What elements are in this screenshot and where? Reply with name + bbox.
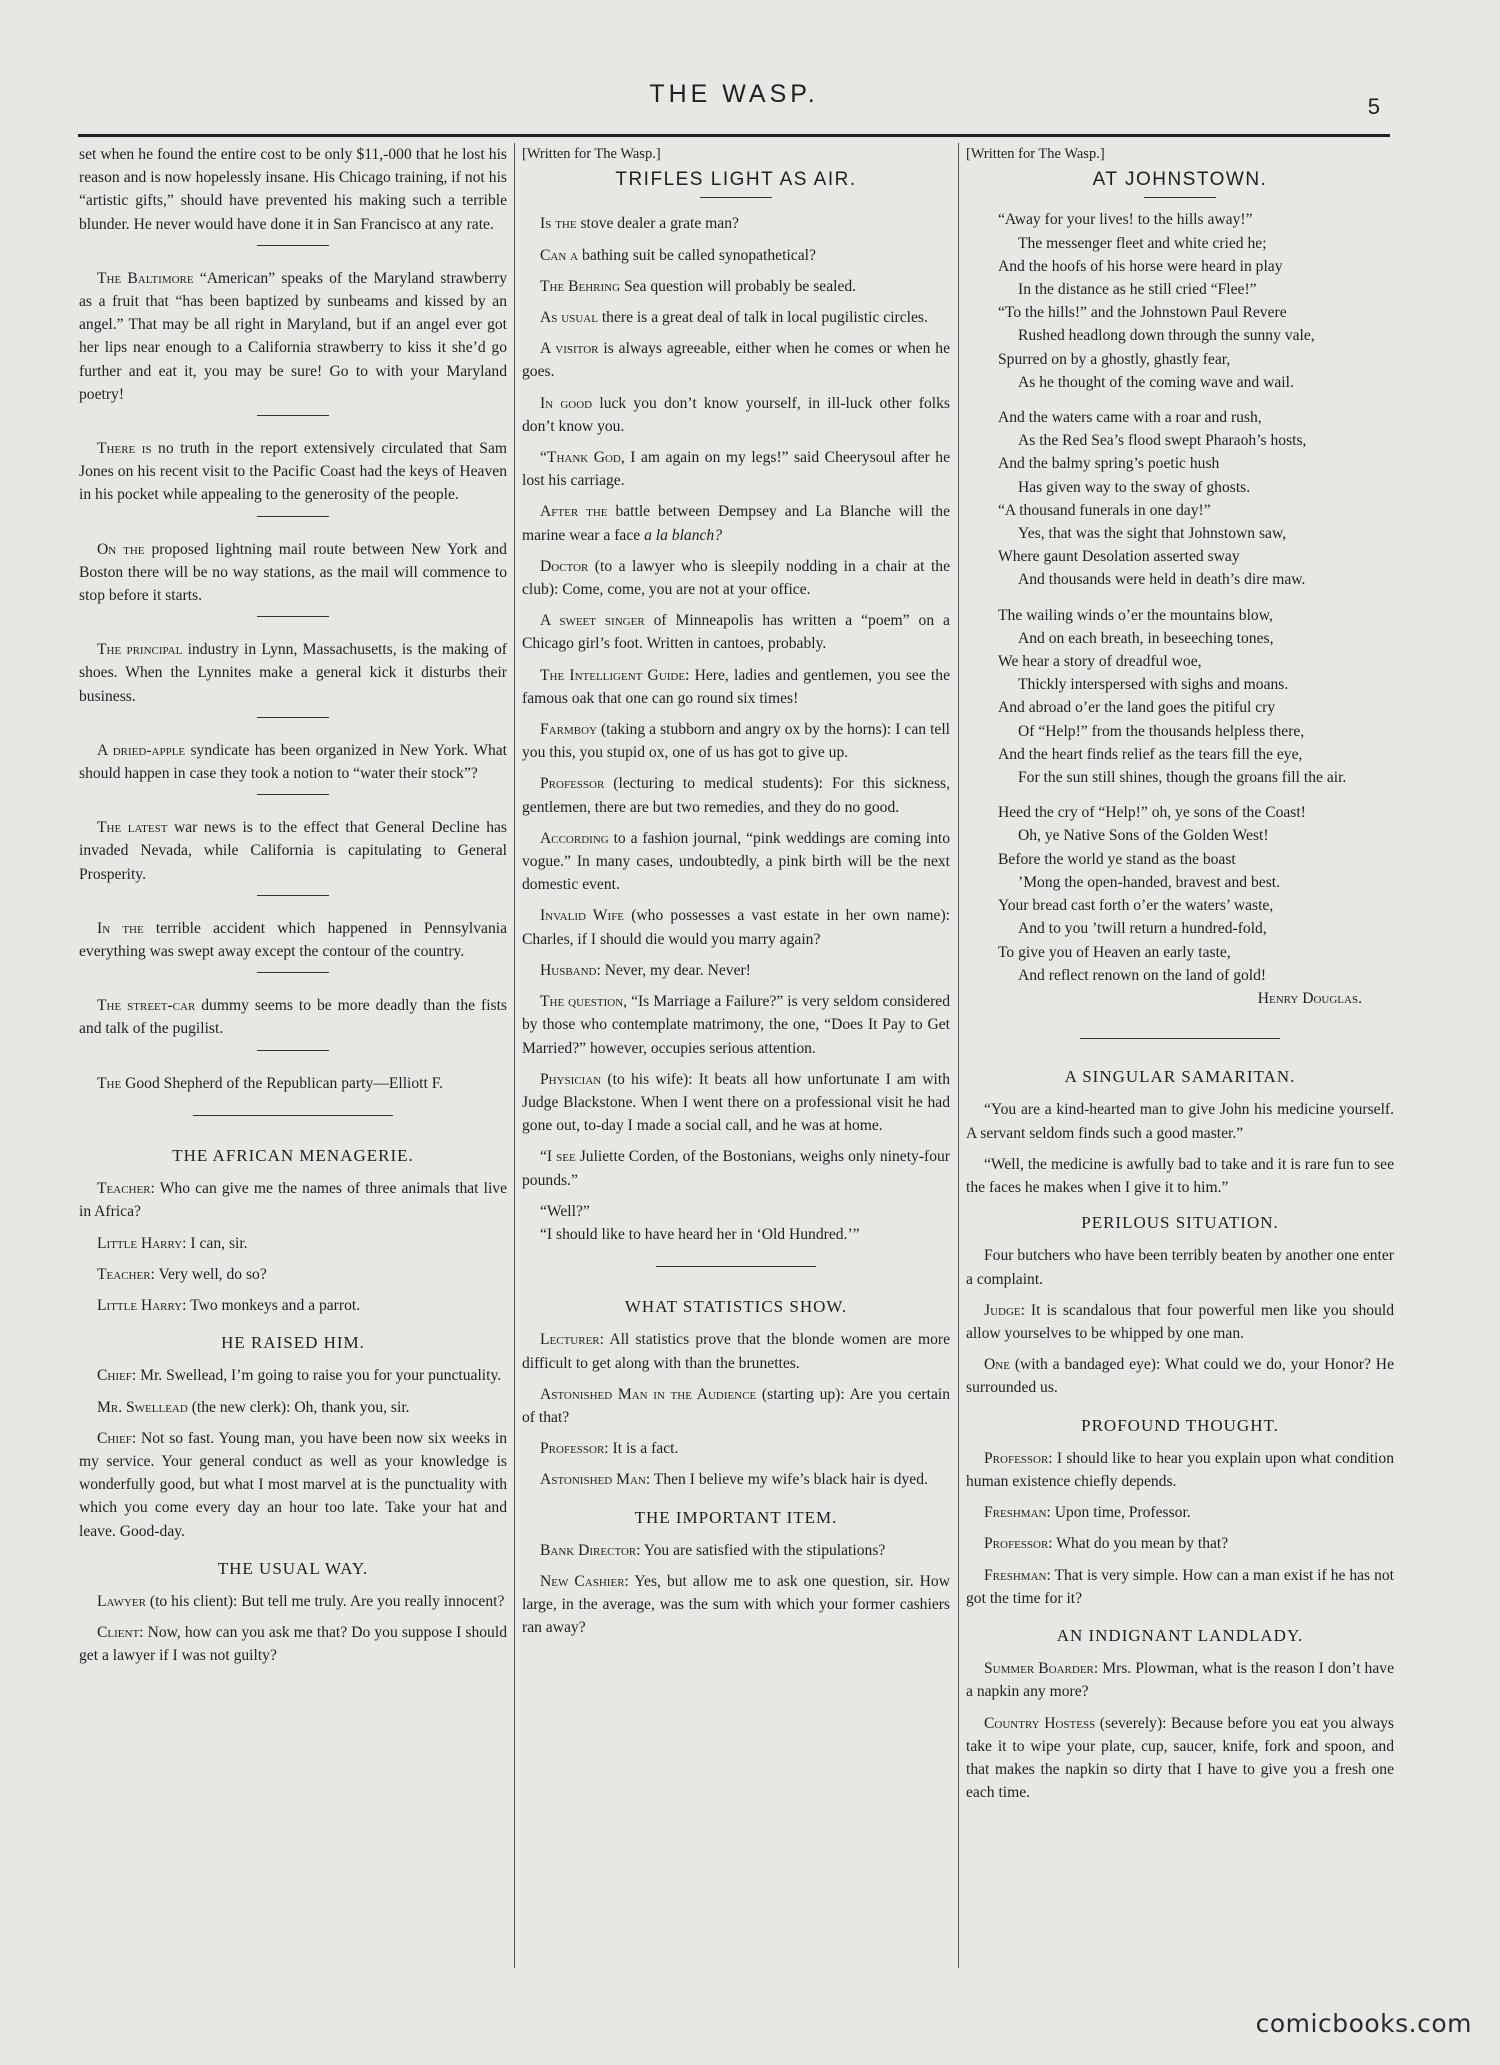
section-title: THE USUAL WAY. <box>217 1558 369 1578</box>
paragraph: “Well, the medicine is awfully bad to take and it is rare fun to see the faces he makes when I give it to him.” <box>966 1155 1394 1196</box>
paragraph: In good luck you don’t know yourself, in ill-luck other folks don’t know you. <box>522 394 950 435</box>
poem-line: “A thousand funerals in one day!” <box>998 501 1211 519</box>
separator <box>257 794 329 795</box>
paragraph: Invalid Wife (who possesses a vast estate in her own name): Charles, if I should die would you marry again? <box>522 907 950 948</box>
dialogue-line: Astonished Man: Then I believe my wife’s black hair is dyed. <box>540 1471 928 1489</box>
paragraph: Can a bathing suit be called synopathetical? <box>540 246 816 264</box>
dialogue-line: Chief: Mr. Swellead, I’m going to raise you for your punctuality. <box>97 1367 502 1385</box>
dialogue-line: Client: Now, how can you ask me that? Do you suppose I should get a lawyer if I was not guilty? <box>79 1624 507 1665</box>
dialogue-line: Summer Boarder: Mrs. Plowman, what is the reason I don’t have a napkin any more? <box>966 1660 1394 1701</box>
poem-line: And the heart finds relief as the tears fill the eye, <box>998 745 1303 763</box>
column-1 <box>79 143 507 1676</box>
dialogue-line: Freshman: That is very simple. How can a man exist if he has not got the time for it? <box>966 1566 1394 1607</box>
poem-line: Where gaunt Desolation asserted sway <box>998 548 1240 566</box>
poem-line: And to you ’twill return a hundred-fold, <box>1018 920 1267 938</box>
dialogue-line: Mr. Swellead (the new clerk): Oh, thank you, sir. <box>97 1398 410 1416</box>
separator <box>257 516 329 517</box>
paragraph: A dried-apple syndicate has been organized in New York. What should happen in case they took a notion to “water their stock”? <box>79 741 508 783</box>
poem-line: And reflect renown on the land of gold! <box>1018 966 1267 984</box>
paragraph: Physician (to his wife): It beats all how unfortunate I am with Judge Blackstone. When I went there on a professional visit he had gone out, to-day I made a social call, and he was at home. <box>522 1070 950 1135</box>
poem-line: Of “Help!” from the thousands helpless there, <box>1018 722 1305 740</box>
paragraph: “I should like to have heard her in ‘Old Hundred.’” <box>540 1225 860 1243</box>
paragraph: Farmboy (taking a stubborn and angry ox by the horns): I can tell you this, you stupid ox, one of us has got to give up. <box>522 721 950 762</box>
poem-line: Spurred on by a ghostly, ghastly fear, <box>998 350 1231 368</box>
separator <box>257 415 329 416</box>
paragraph: After the battle between Dempsey and La Blanche will the marine wear a face a la blanch? <box>522 503 950 544</box>
poem-title: AT JOHNSTOWN. <box>1092 169 1268 191</box>
poem-line: “Away for your lives! to the hills away!” <box>998 211 1253 229</box>
poem-line: Has given way to the sway of ghosts. <box>1018 478 1251 496</box>
section-title: HE RAISED HIM. <box>221 1333 365 1353</box>
poem-line: And thousands were held in death’s dire maw. <box>1018 571 1306 589</box>
dialogue-line: Little Harry: I can, sir. <box>97 1234 248 1252</box>
poem-line: Thickly interspersed with sighs and moans. <box>1018 676 1289 694</box>
dialogue-line: Professor: It is a fact. <box>540 1440 679 1458</box>
poem-line: As he thought of the coming wave and wail. <box>1018 373 1294 391</box>
dialogue-line: Professor: I should like to hear you explain upon what condition human existence chiefly depends. <box>966 1449 1394 1490</box>
poem-line: We hear a story of dreadful woe, <box>998 653 1202 671</box>
section-title: THE AFRICAN MENAGERIE. <box>172 1145 414 1165</box>
separator <box>257 1050 329 1051</box>
paragraph: “Well?” <box>540 1202 590 1220</box>
dialogue-line: Freshman: Upon time, Professor. <box>984 1504 1191 1522</box>
article-title: TRIFLES LIGHT AS AIR. <box>615 169 857 191</box>
poem-stanza <box>980 604 1394 790</box>
poem-line: And the waters came with a roar and rush, <box>998 409 1262 427</box>
section-separator <box>1080 1038 1280 1039</box>
paragraph: There is no truth in the report extensively circulated that Sam Jones on his recent visit to the Pacific Coast had the keys of Heaven in his pocket while appealing to the generosity of the people. <box>79 440 507 504</box>
poem-line: To give you of Heaven an early taste, <box>998 943 1231 961</box>
paragraph: “I see Juliette Corden, of the Bostonians, weighs only ninety-four pounds.” <box>522 1148 950 1189</box>
section-title: AN INDIGNANT LANDLADY. <box>1056 1625 1304 1645</box>
dialogue-line: Chief: Not so fast. Young man, you have been now six weeks in my service. Your general conduct as well as your knowledge is wonderfully good, but what I most marvel at is the punctuality with which you come every day an hour too late. Take your hat and leave. Good-day. <box>79 1429 507 1540</box>
page-number: 5 <box>1367 94 1380 119</box>
paragraph: A sweet singer of Minneapolis has written a “poem” on a Chicago girl’s foot. Written in cantoes, probably. <box>522 612 950 653</box>
poem-stanza <box>980 208 1394 394</box>
dialogue-line: Astonished Man in the Audience (starting up): Are you certain of that? <box>522 1385 951 1426</box>
paragraph: set when he found the entire cost to be only $11,-000 that he lost his reason and is now hopelessly insane. His Chicago training, if not his “artistic gifts,” should have prevented his making such a terrible blunder. He never would have done it in San Francisco at any rate. <box>79 146 507 233</box>
paragraph: The latest war news is to the effect that General Decline has invaded Nevada, while California is capitulating to General Prosperity. <box>79 819 507 883</box>
dialogue-line: One (with a bandaged eye): What could we do, your Honor? He surrounded us. <box>966 1356 1394 1397</box>
separator <box>257 972 329 973</box>
masthead: THE WASP. <box>649 80 819 108</box>
paragraph: Husband: Never, my dear. Never! <box>540 961 751 979</box>
poem-stanza <box>980 406 1394 592</box>
paragraph: On the proposed lightning mail route between New York and Boston there will be no way stations, as the mail will commence to stop before it starts. <box>79 540 507 605</box>
paragraph: The principal industry in Lynn, Massachusetts, is the making of shoes. When the Lynnites make a general kick it disturbs their business. <box>79 641 507 705</box>
byline: [Written for The Wasp.] <box>522 146 661 162</box>
poem-stanza <box>980 801 1394 987</box>
dialogue-line: Judge: It is scandalous that four powerful men like you should allow yourselves to be whipped by one man. <box>966 1301 1394 1342</box>
poem-line: In the distance as he still cried “Flee!” <box>1018 281 1257 299</box>
poem-line: Your bread cast forth o’er the waters’ waste, <box>998 897 1274 915</box>
paragraph: As usual there is a great deal of talk in local pugilistic circles. <box>540 309 928 327</box>
poem-line: Oh, ye Native Sons of the Golden West! <box>1018 827 1269 845</box>
dialogue-line: Country Hostess (severely): Because before you eat you always take it to wipe your plate, cup, saucer, knife, fork and spoon, and that makes the napkin so dirty that I have to give you a fresh one each time. <box>966 1714 1394 1802</box>
paragraph: According to a fashion journal, “pink weddings are coming into vogue.” In many cases, undoubtedly, a pink birth will be the next domestic event. <box>522 829 950 894</box>
poem-line: For the sun still shines, though the groans fill the air. <box>1018 769 1347 787</box>
paragraph: The Baltimore “American” speaks of the Maryland strawberry as a fruit that “has been baptized by sunbeams and kissed by an angel.” That may be all right in Maryland, but if an angel ever got her lips near enough to a California strawberry to kiss it she’d go further and eat it, you may be sure! Go to with your Maryland poetry! <box>79 269 508 403</box>
column-3 <box>966 143 1394 1812</box>
poem-line: Yes, that was the sight that Johnstown saw, <box>1018 525 1287 543</box>
poem-line: Before the world ye stand as the boast <box>998 850 1236 868</box>
separator <box>1144 197 1216 198</box>
section-title: THE IMPORTANT ITEM. <box>634 1507 838 1527</box>
section-separator <box>656 1266 816 1267</box>
section-title: PERILOUS SITUATION. <box>1081 1213 1279 1233</box>
column-divider-1 <box>514 143 515 1968</box>
page-header <box>78 80 1390 130</box>
section-title: WHAT STATISTICS SHOW. <box>624 1297 848 1317</box>
dialogue-line: Lecturer: All statistics prove that the blonde women are more difficult to get along with than the brunettes. <box>522 1331 950 1372</box>
poem <box>980 208 1394 1010</box>
dialogue-line: New Cashier: Yes, but allow me to ask one question, sir. How large, in the average, was the sum with which your former cashiers ran away? <box>522 1572 950 1637</box>
paragraph: The street-car dummy seems to be more deadly than the fists and talk of the pugilist. <box>79 997 507 1038</box>
poem-line: And on each breath, in beseeching tones, <box>1018 629 1274 647</box>
poem-line: Heed the cry of “Help!” oh, ye sons of the Coast! <box>998 804 1306 822</box>
poem-line: The messenger fleet and white cried he; <box>1018 234 1267 252</box>
paragraph: The question, “Is Marriage a Failure?” is very seldom considered by those who contemplate matrimony, the one, “Does It Pay to Get Married?” however, occupies serious attention. <box>522 993 950 1057</box>
poem-line: And the balmy spring’s poetic hush <box>998 455 1220 473</box>
paragraph: Doctor (to a lawyer who is sleepily nodding in a chair at the club): Come, come, you are not at your office. <box>522 557 950 599</box>
poem-line: ’Mong the open-handed, bravest and best. <box>1018 873 1280 891</box>
poem-line: And the hoofs of his horse were heard in play <box>998 257 1283 275</box>
separator <box>257 616 329 617</box>
paragraph: Is the stove dealer a grate man? <box>540 215 739 233</box>
section-title: PROFOUND THOUGHT. <box>1081 1415 1279 1435</box>
paragraph: The Good Shepherd of the Republican party—Elliott F. <box>97 1074 444 1092</box>
paragraph: “Thank God, I am again on my legs!” said Cheerysoul after he lost his carriage. <box>522 449 950 490</box>
poem-line: As the Red Sea’s flood swept Pharaoh’s hosts, <box>1018 432 1307 450</box>
poem-line: Rushed headlong down through the sunny vale, <box>1018 327 1315 345</box>
paragraph: The Behring Sea question will probably be sealed. <box>540 277 857 295</box>
separator <box>257 717 329 718</box>
paragraph: The Intelligent Guide: Here, ladies and gentlemen, you see the famous oak that one can go round six times! <box>522 666 950 707</box>
section-separator <box>193 1115 393 1116</box>
dialogue-line: Lawyer (to his client): But tell me truly. Are you really innocent? <box>97 1592 505 1610</box>
dialogue-line: Teacher: Very well, do so? <box>97 1265 267 1283</box>
header-rule <box>78 134 1390 137</box>
dialogue-line: Teacher: Who can give me the names of three animals that live in Africa? <box>79 1180 507 1221</box>
poem-signature: Henry Douglas. <box>1257 989 1362 1007</box>
dialogue-line: Professor: What do you mean by that? <box>984 1535 1229 1553</box>
paragraph: Professor (lecturing to medical students): For this sickness, gentlemen, there are but two remedies, and they do no good. <box>522 775 950 816</box>
poem-line: The wailing winds o’er the mountains blow, <box>998 606 1273 624</box>
byline: [Written for The Wasp.] <box>966 146 1105 162</box>
watermark: comicbooks.com <box>1255 2009 1472 2038</box>
column-2 <box>522 143 950 1648</box>
poem-line: And abroad o’er the land goes the pitiful cry <box>998 699 1276 717</box>
separator <box>257 895 329 896</box>
poem-line: “To the hills!” and the Johnstown Paul Revere <box>998 304 1287 322</box>
separator <box>257 245 329 246</box>
paragraph: Four butchers who have been terribly beaten by another one enter a complaint. <box>966 1247 1394 1288</box>
paragraph: In the terrible accident which happened in Pennsylvania everything was swept away except the contour of the country. <box>79 919 507 961</box>
section-title: A SINGULAR SAMARITAN. <box>1064 1067 1296 1087</box>
paragraph: A visitor is always agreeable, either when he comes or when he goes. <box>522 340 950 381</box>
column-divider-2 <box>958 143 959 1968</box>
separator <box>700 197 772 198</box>
paragraph: “You are a kind-hearted man to give John his medicine yourself. A servant seldom finds such a good master.” <box>966 1101 1394 1142</box>
dialogue-line: Bank Director: You are satisfied with the stipulations? <box>540 1541 886 1559</box>
dialogue-line: Little Harry: Two monkeys and a parrot. <box>97 1296 361 1314</box>
